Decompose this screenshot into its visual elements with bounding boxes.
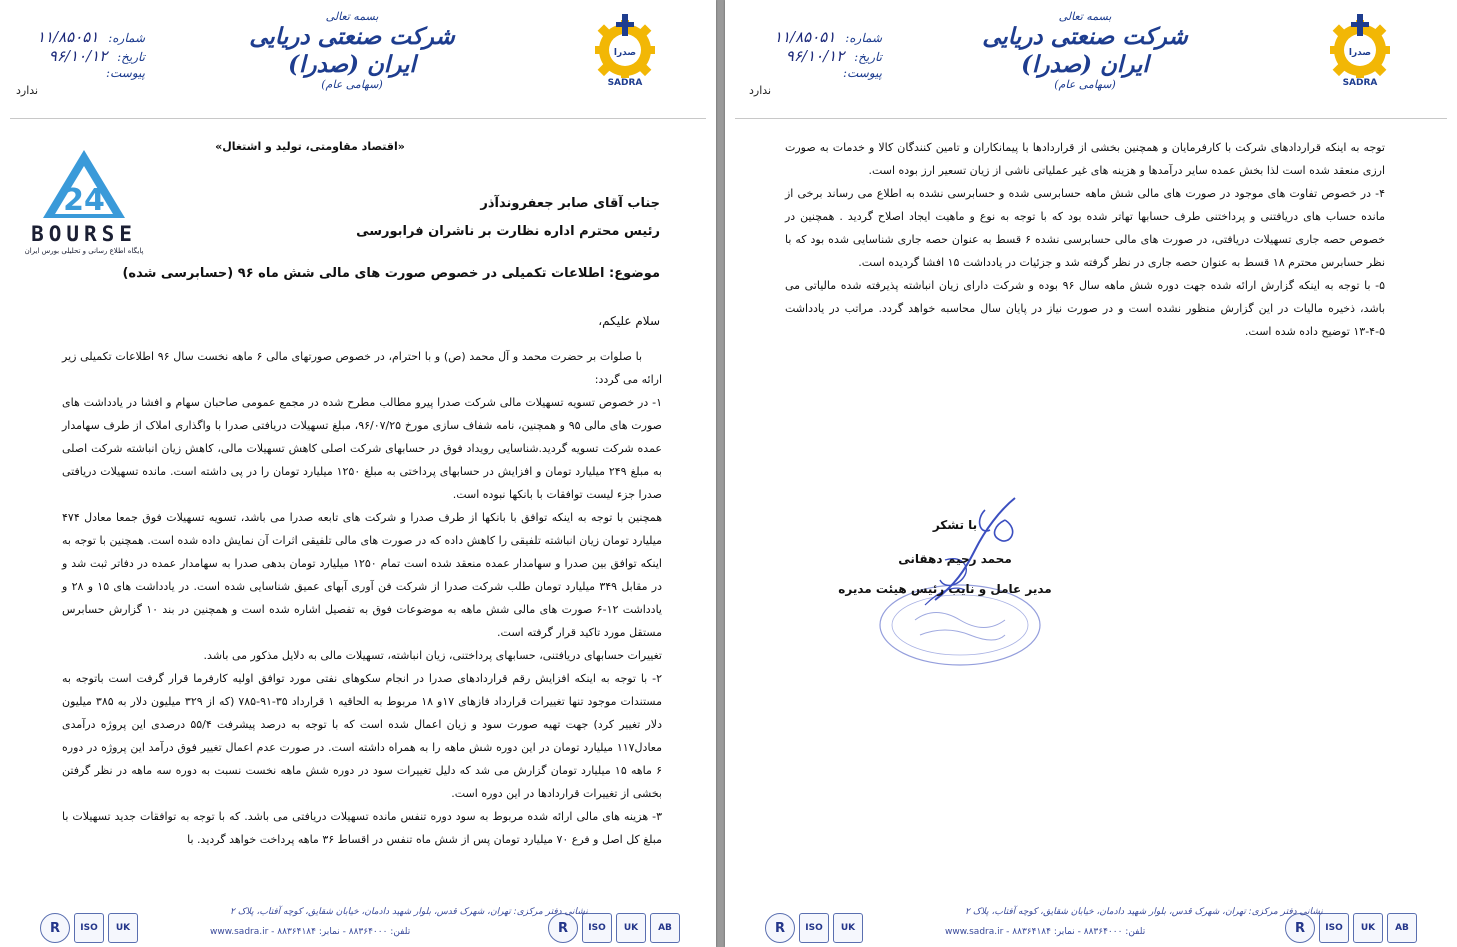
- iso-cert-icon: ISO: [1319, 913, 1349, 943]
- watermark-tagline: پایگاه اطلاع رسانی و تحلیلی بورس ایران: [24, 247, 144, 255]
- abs-cert-icon: AB: [1387, 913, 1417, 943]
- letter-footer: [0, 897, 716, 947]
- date-label: تاریخ:: [117, 50, 145, 64]
- signatory-name: محمد رحیم دهقانی: [898, 552, 1012, 566]
- company-type: (سهامی عام): [1054, 78, 1116, 92]
- body-paragraph-item-4: ۴- در خصوص تفاوت های موجود در صورت های مالی شش ماهه حسابرسی شده و حسابرسی نشده به اطلاع می رساند برخی از مانده حساب های دریافتنی و پرداختنی طرف حسابها تهاتر شده بود که با توجه به نوع و ماهیت ایجاد اصلاح گردید . همچنین در خصوص حصه جاری تسهیلات دریافتی، در صورت های مالی حسابرسی نشده ۶ قسط به عنوان حصه جاری شناسایی شده بود که با نظر حسابرس محترم ۱۸ قسط به عنوان حصه جاری در نظر گرفته شد و جزئیات در یادداشت ۱۵ افشا گردیده است.: [785, 187, 1386, 269]
- body-paragraph-item-3: ۳- هزینه های مالی ارائه شده مربوط به سود دوره تنفس مانده تسهیلات دریافتی می باشد. که با توجه به توافقات جدید تسهیلات با مبلغ کل اصل و فرع ۷۰ میلیارد تومان پس از شش ماه تنفس در اقساط ۳۶ ماهه پرداخت خواهد گردید. با: [62, 810, 662, 846]
- company-type: (سهامی عام): [321, 78, 383, 92]
- logo-caption: SADRA: [607, 78, 643, 88]
- body-paragraph-item-1: ۱- در خصوص تسویه تسهیلات مالی شرکت صدرا پیرو مطالب مطرح شده در مجمع عمومی صاحبان سهام و افشا در یادداشت های صورت های مالی ۹۵ و همچنین، نامه شفاف سازی مورخ ۹۶/۰۷/۲۵، مبلغ تسهیلات دریافتی صدرا با واگذاری املاک از طرف سهامدار عمده شرکت تسویه گردید.شناسایی رویداد فوق در حسابهای شرکت اصلی کاهش تسهیلات مالی، کاهش زیان انباشته شرکت اصلی به مبلغ ۲۴۹ میلیارد تومان و افزایش در حسابهای پرداختی به مبلغ ۱۲۵۰ میلیارد تومان را در پی داشته است. مانده تسهیلات دریافتی صدرا جزء لیست توافقات با بانکها نبوده است.: [62, 396, 663, 501]
- bismillah: بسمه تعالی: [325, 10, 379, 23]
- slogan: «اقتصاد مقاومتی، تولید و اشتغال»: [215, 140, 405, 153]
- abs-cert-icon: AB: [650, 913, 680, 943]
- logo-caption: SADRA: [1342, 78, 1378, 88]
- bourse24-logo-icon: [39, 148, 129, 220]
- registered-cert-icon: R: [548, 913, 578, 943]
- attachment-value: ندارد: [749, 84, 772, 97]
- logo-inner-text: صدرا: [1348, 48, 1372, 58]
- company-name: شرکت صنعتی دریایی ایران (صدرا): [982, 23, 1188, 78]
- iso-cert-icon: ISO: [582, 913, 612, 943]
- number-row: [30, 28, 145, 47]
- watermark-mark: 24: [63, 183, 105, 218]
- letter-meta: [767, 28, 882, 85]
- body-paragraph-item-3-cont: توجه به اینکه قراردادهای شرکت با کارفرمایان و همچنین بخشی از قراردادها با پیمانکاران و تامین کنندگان کالا و خدمات به صورت ارزی منعقد شده است لذا بخش عمده سایر درآمدها و هزینه های غیر عملیاتی ناشی از زیان تسعیر ارز بوده است.: [785, 141, 1385, 177]
- sadra-logo: [590, 12, 660, 88]
- number-label: شماره:: [108, 31, 145, 45]
- letterhead: [965, 10, 1205, 91]
- letter-page-1: [0, 0, 716, 947]
- greeting: سلام علیکم،: [598, 314, 660, 328]
- number-row: [767, 28, 882, 47]
- letter-page-2: [725, 0, 1457, 947]
- company-name: شرکت صنعتی دریایی ایران (صدرا): [249, 23, 455, 78]
- letter-body: [785, 136, 1385, 343]
- logo-inner-text: صدرا: [613, 48, 637, 58]
- letter-footer: [725, 897, 1457, 947]
- certificates-right: [548, 913, 680, 943]
- body-paragraph-intro: با صلوات بر حضرت محمد و آل محمد (ص) و با احترام، در خصوص صورتهای مالی ۶ ماهه نخست سال ۹۶ اطلاعات تکمیلی زیر ارائه می گردد:: [62, 350, 662, 386]
- certificates: [765, 913, 863, 943]
- attachment-label: پیوست:: [842, 66, 882, 80]
- addressee-name: جناب آقای صابر جعفروندآذر: [480, 196, 660, 211]
- header-divider: [735, 118, 1447, 119]
- date-value: ۹۶/۱۰/۱۲: [785, 47, 845, 65]
- date-label: تاریخ:: [854, 50, 882, 64]
- addressee-position: رئیس محترم اداره نظارت بر ناشران فرابورسی: [356, 224, 660, 239]
- registered-cert-icon: R: [1285, 913, 1315, 943]
- ukas-cert-icon: UK: [1353, 913, 1383, 943]
- date-row: [767, 47, 882, 66]
- body-paragraph-item-1-cont: همچنین با توجه به اینکه توافق با بانکها از طرف صدرا و شرکت های تابعه صدرا می باشد، تسویه تسهیلات فوق جمعا معادل ۴۷۴ میلیارد تومان زیان انباشته تلفیقی را کاهش داده که در صورت های مالی تلفیقی اثرات آن نمایش داده شده است. همچنین با توجه به اینکه توافق بین صدرا و سهامدار عمده منعقد شده است تمام ۱۲۵۰ میلیارد تومان بدهی صدرا به سهامدار عمده در دفاتر ثبت شد و در مقابل ۳۴۹ میلیارد تومان طلب شرکت صدرا از شرکت فن آوری آبهای عمیق شناسایی شده است. در یادداشت های ۱۵ و ۲۸ و یادداشت ۱۲-۶ صورت های مالی شش ماهه به موضوعات فوق به تفصیل اشاره شده است و همچنین در بند ۱۰ گزارش حسابرس مستقل مورد تاکید قرار گرفته است.: [62, 511, 663, 639]
- body-paragraph-item-2: ۲- با توجه به اینکه افزایش رقم قراردادهای صدرا در انجام سکوهای نفتی مورد توافق اولیه کارفرما قرار گرفت است باتوجه به مستندات موجود تنها تغییرات قرارداد فازهای ۱۷و ۱۸ مربوط به الحاقیه ۱ قرارداد ۳۵-۹۱-۷۸۵ (که از ۳۲۹ میلیون دلار به ۳۸۵ میلیون دلار تغییر کرد) جهت تهیه صورت سود و زیان اعمال شده است که با توجه به درصد پیشرفت ۵۵/۴ درصدی این پروژه درآمدی معادل۱۱۷ میلیارد تومان در این دوره شش ماهه را به همراه داشته است. در صورت عدم اعمال تغییر فوق درآمد این پروژه در دوره ۶ ماهه ۱۵ میلیارد تومان گزارش می شد که دلیل تغییرات سود در دوره شش ماهه نخست نسبت به دوره سه ماهه در نظر گرفتن بخشی از تغییرات قراردادها در این دوره است.: [62, 672, 663, 800]
- bourse24-watermark: [14, 148, 154, 255]
- footer-contact: www.sadra.ir - تلفن: ۸۸۳۶۴۰۰۰ - نمابر: ۸۸۳۶۴۱۸۴: [210, 927, 411, 937]
- registered-cert-icon: R: [765, 913, 795, 943]
- letter-body: [62, 345, 662, 851]
- registered-cert-icon: R: [40, 913, 70, 943]
- ukas-cert-icon: UK: [108, 913, 138, 943]
- number-label: شماره:: [845, 31, 882, 45]
- date-row: [30, 47, 145, 66]
- letterhead: [232, 10, 472, 91]
- certificates-right: [1285, 913, 1417, 943]
- bismillah: بسمه تعالی: [1058, 10, 1112, 23]
- sadra-logo: [1325, 12, 1395, 88]
- signatory-title: مدیر عامل و نایب رئیس هیئت مدیره: [838, 582, 1052, 596]
- footer-address: نشانی دفتر مرکزی: تهران، شهرک قدس، بلوار شهید دادمان، خیابان شقایق، کوچه آفتاب، پلاک ۲: [230, 907, 588, 917]
- ukas-cert-icon: UK: [616, 913, 646, 943]
- attachment-label: پیوست:: [105, 66, 145, 80]
- body-paragraph-item-1-summary: تغییرات حسابهای دریافتنی، حسابهای پرداختنی، زیان انباشته، تسهیلات مالی به دلایل مذکور می باشد.: [203, 649, 662, 662]
- certificates: [40, 913, 138, 943]
- number-value: ۱۱/۸۵۰۵۱: [36, 28, 99, 46]
- body-paragraph-item-5: ۵- با توجه به اینکه گزارش ارائه شده جهت دوره شش ماهه سال ۹۶ بوده و شرکت دارای زیان انباشته پذیرفته شده مالیاتی می باشد، ذخیره مالیات در این گزارش منظور نشده است و در صورت نیاز در پایان سال محاسبه خواهد گردد. مراتب در یادداشت ۵-۴-۱۳ توضیح داده شده است.: [785, 279, 1385, 338]
- attachment-value: ندارد: [16, 84, 39, 97]
- letter-meta: [30, 28, 145, 85]
- date-value: ۹۶/۱۰/۱۲: [48, 47, 108, 65]
- attachment-row: [30, 66, 145, 85]
- watermark-word: BOURSE: [31, 222, 137, 246]
- closing-thanks: با تشکر: [932, 518, 978, 532]
- footer-address: نشانی دفتر مرکزی: تهران، شهرک قدس، بلوار شهید دادمان، خیابان شقایق، کوچه آفتاب، پلاک ۲: [965, 907, 1323, 917]
- sadra-gear-icon: [1327, 12, 1393, 80]
- iso-cert-icon: ISO: [74, 913, 104, 943]
- ukas-cert-icon: UK: [833, 913, 863, 943]
- attachment-row: [767, 66, 882, 85]
- letter-subject: موضوع: اطلاعات تکمیلی در خصوص صورت های مالی شش ماه ۹۶ (حسابرسی شده): [122, 266, 660, 281]
- header-divider: [10, 118, 706, 119]
- number-value: ۱۱/۸۵۰۵۱: [773, 28, 836, 46]
- sadra-gear-icon: [592, 12, 658, 80]
- footer-contact: www.sadra.ir - تلفن: ۸۸۳۶۴۰۰۰ - نمابر: ۸۸۳۶۴۱۸۴: [945, 927, 1146, 937]
- iso-cert-icon: ISO: [799, 913, 829, 943]
